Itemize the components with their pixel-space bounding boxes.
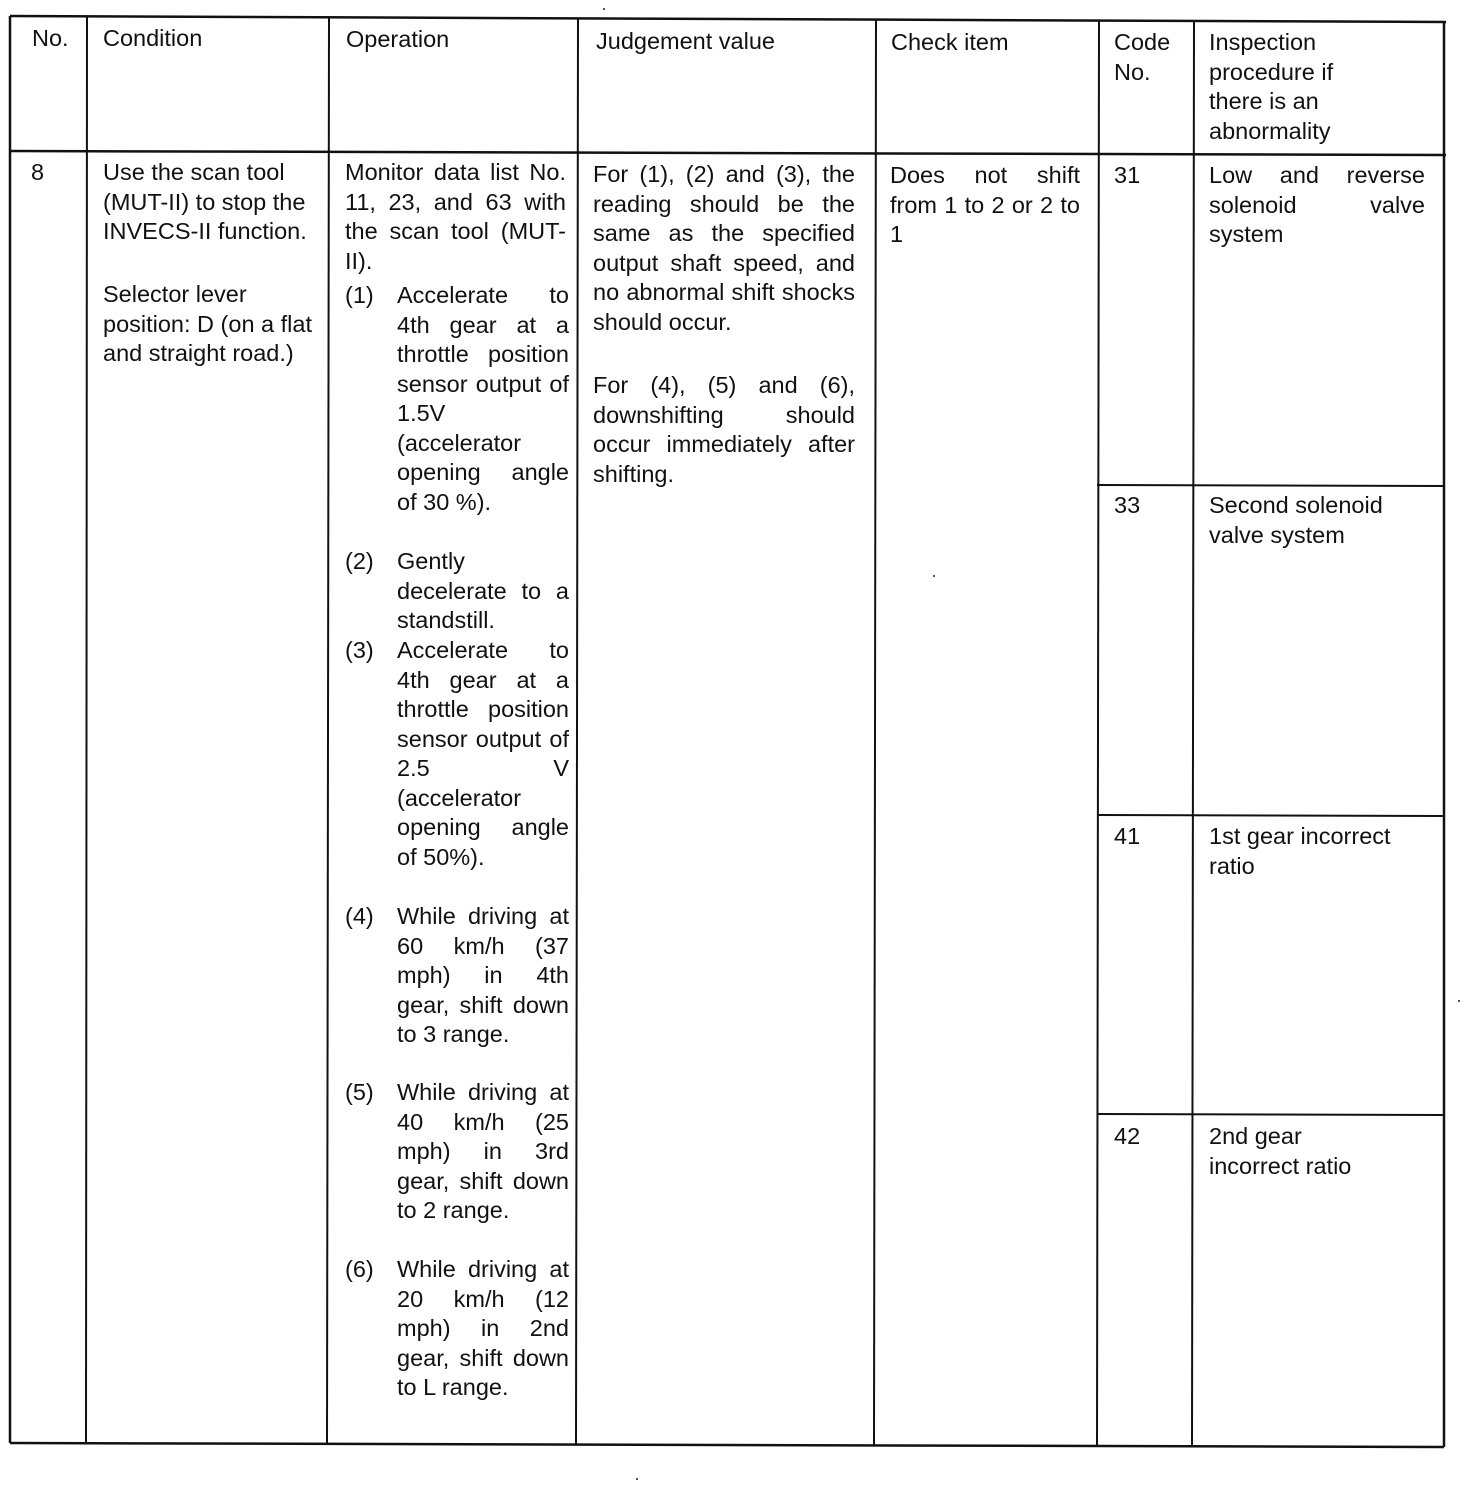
scan-speck [1458, 1000, 1460, 1002]
step-number: (6) [345, 1256, 374, 1282]
procedure-41: 1st gear incorrect ratio [1209, 823, 1391, 879]
scan-speck [636, 1478, 638, 1480]
code-42: 42 [1114, 1123, 1141, 1149]
judgement-text-2: For (4), (5) and (6), downshifting should occur immediately after shifting. [593, 372, 855, 487]
header-judgement: Judgement value [596, 28, 775, 54]
step-number: (1) [345, 282, 374, 308]
procedure-42: 2nd gear incorrect ratio [1209, 1123, 1352, 1179]
header-operation: Operation [346, 26, 450, 52]
scan-speck [603, 8, 605, 10]
procedure-33: Second solenoid valve system [1209, 492, 1383, 548]
code-33: 33 [1114, 492, 1141, 518]
step-text: Accelerate to 4th gear at a throttle position sensor output of 1.5V (accelerator opening angle of 30 %). [397, 282, 569, 515]
step-text: While driving at 20 km/h (12 mph) in 2nd gear, shift down to L range. [397, 1256, 569, 1400]
header-no: No. [32, 25, 69, 51]
condition-text-1: Use the scan tool (MUT-II) to stop the INVECS-II function. [103, 159, 307, 244]
code-31: 31 [1114, 162, 1141, 188]
step-number: (4) [345, 903, 374, 929]
row-no: 8 [31, 159, 45, 185]
header-condition: Condition [103, 25, 203, 51]
condition-text-2: Selector lever position: D (on a flat and straight road.) [103, 281, 312, 366]
scan-speck [933, 575, 935, 577]
code-41: 41 [1114, 823, 1141, 849]
step-number: (3) [345, 637, 374, 663]
header-check-item: Check item [891, 29, 1009, 55]
check-item-text: Does not shift from 1 to 2 or 2 to 1 [890, 162, 1080, 247]
operation-intro: Monitor data list No. 11, 23, and 63 with the scan tool (MUT-II). [345, 159, 566, 274]
step-text: Gently decelerate to a standstill. [397, 548, 569, 633]
step-number: (2) [345, 548, 374, 574]
step-number: (5) [345, 1079, 374, 1105]
header-inspection: Inspection procedure if there is an abnormality [1209, 29, 1334, 144]
step-text: While driving at 40 km/h (25 mph) in 3rd gear, shift down to 2 range. [397, 1079, 569, 1223]
header-code-no: Code No. [1114, 29, 1171, 85]
step-text: While driving at 60 km/h (37 mph) in 4th gear, shift down to 3 range. [397, 903, 569, 1047]
step-text: Accelerate to 4th gear at a throttle position sensor output of 2.5 V (accelerator opening angle of 50%). [397, 637, 569, 870]
procedure-31: Low and reverse solenoid valve system [1209, 162, 1425, 247]
judgement-text-1: For (1), (2) and (3), the reading should be the same as the specified output shaft speed, and no abnormal shift shocks should occur. [593, 161, 855, 335]
